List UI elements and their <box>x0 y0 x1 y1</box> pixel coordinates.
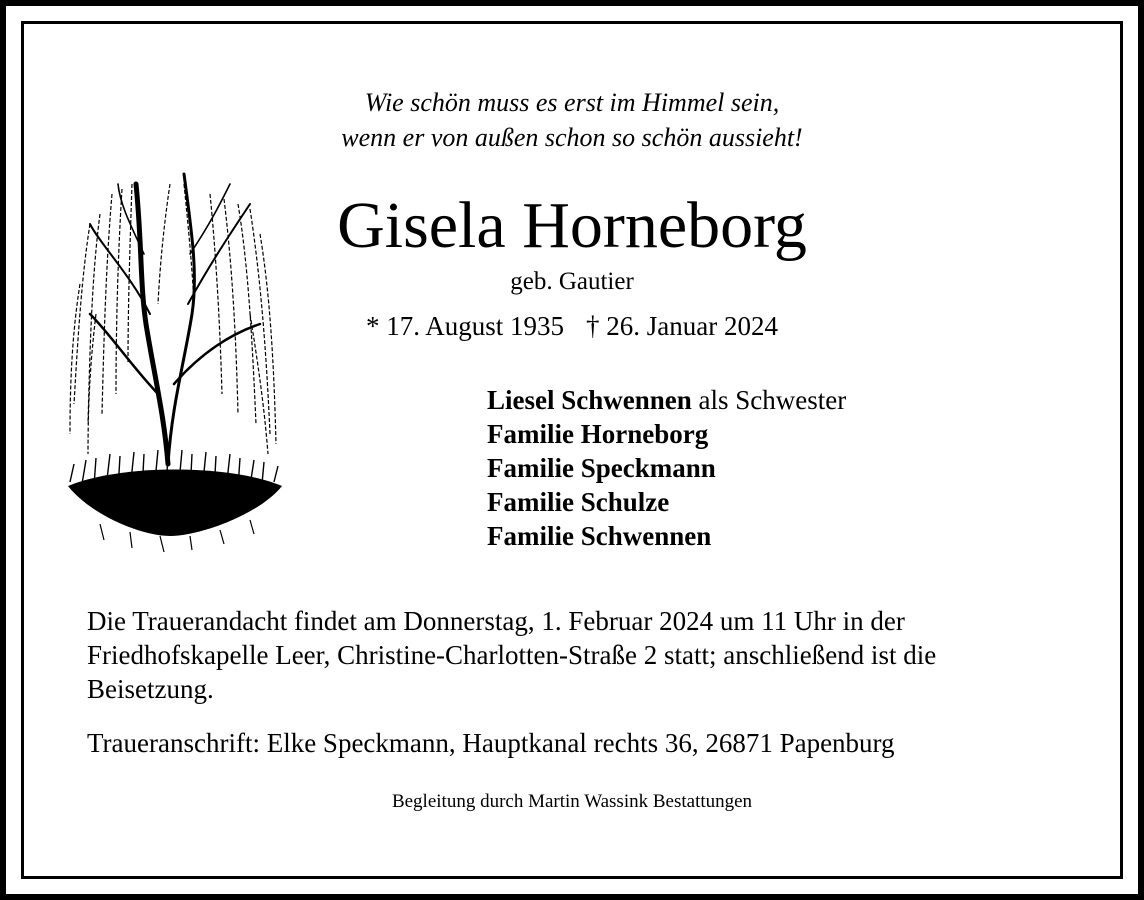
birth-date: * 17. August 1935 <box>366 311 565 341</box>
life-dates <box>0 309 1144 343</box>
motto-line-1: Wie schön muss es erst im Himmel sein, <box>364 88 780 117</box>
mourner-name: Familie Horneborg <box>487 419 709 449</box>
birth-name: geb. Gautier <box>510 268 634 295</box>
mourner-entry <box>487 485 846 519</box>
mourner-entry <box>487 519 846 553</box>
mourner-name: Familie Schwennen <box>487 521 712 551</box>
mourner-name: Familie Speckmann <box>487 453 716 483</box>
motto-line-2: wenn er von außen schon so schön aussieht! <box>341 123 803 152</box>
mourner-entry <box>487 451 846 485</box>
mourner-name: Liesel Schwennen <box>487 385 692 415</box>
deceased-name: Gisela Horneborg <box>337 189 807 262</box>
mourners-list <box>487 383 846 553</box>
mourner-name: Familie Schulze <box>487 487 670 517</box>
undertaker-credit: Begleitung durch Martin Wassink Bestattungen <box>391 791 753 812</box>
mourner-entry <box>487 417 846 451</box>
mourner-relation: als Schwester <box>691 385 847 415</box>
service-announcement: Die Trauerandacht findet am Donnerstag, 1. Februar 2024 um 11 Uhr in der Friedhofskapelle Leer, Christine-Charlotten-Straße 2 statt; anschließend ist die Beisetzung. <box>87 606 937 704</box>
mourning-address: Traueranschrift: Elke Speckmann, Hauptkanal rechts 36, 26871 Papenburg <box>87 728 895 758</box>
death-date: † 26. Januar 2024 <box>586 311 778 341</box>
mourner-entry <box>487 383 846 417</box>
